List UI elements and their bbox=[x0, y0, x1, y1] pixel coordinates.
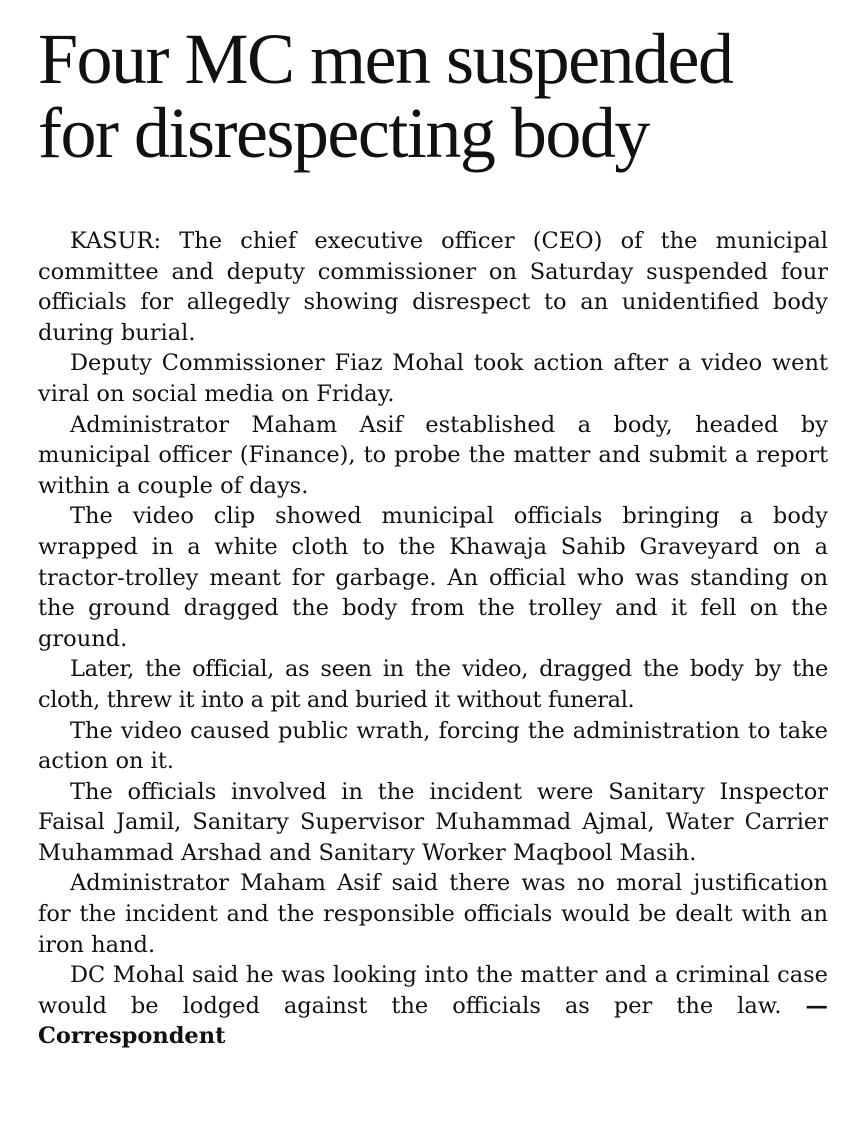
paragraph-6: The video caused public wrath, forcing the administration to take action on it. bbox=[38, 717, 828, 775]
paragraph-2: Deputy Commissioner Fiaz Mohal took action after a video went viral on social media on Friday. bbox=[38, 350, 828, 407]
paragraph-9-text: DC Mohal said he was looking into the matter and a criminal case would be lodged against the officials as per the law. bbox=[38, 962, 828, 1019]
headline-line-1: Four MC men suspended bbox=[38, 19, 733, 99]
article-body bbox=[38, 226, 828, 1052]
paragraph-5: Later, the official, as seen in the video, dragged the body by the cloth, threw it into a pit and buried it without funeral. bbox=[38, 656, 828, 713]
headline-line-2: for disrespecting body bbox=[38, 93, 649, 173]
paragraph-3: Administrator Maham Asif established a body, headed by municipal officer (Finance), to probe the matter and submit a report within a couple of days. bbox=[38, 411, 828, 499]
paragraph-7: The officials involved in the incident were Sanitary Inspector Faisal Jamil, Sanitary Supervisor Muhammad Ajmal, Water Carrier Muhammad Arshad and Sanitary Worker Maqbool Masih. bbox=[38, 778, 828, 866]
byline: — Correspondent bbox=[38, 992, 829, 1050]
paragraph-9 bbox=[38, 960, 828, 1052]
paragraph-1: KASUR: The chief executive officer (CEO) of the municipal committee and deputy commissioner on Saturday suspended four officials for allegedly showing disrespect to an unidentified body during burial. bbox=[38, 228, 828, 346]
paragraph-8: Administrator Maham Asif said there was no moral justification for the incident and the responsible officials would be dealt with an iron hand. bbox=[38, 870, 828, 958]
paragraph-4: The video clip showed municipal officials bringing a body wrapped in a white cloth to the Khawaja Sahib Graveyard on a tractor-trolley meant for garbage. An official who was standing on the ground dragged the body from the trolley and it fell on the ground. bbox=[38, 503, 828, 652]
headline bbox=[38, 19, 838, 173]
